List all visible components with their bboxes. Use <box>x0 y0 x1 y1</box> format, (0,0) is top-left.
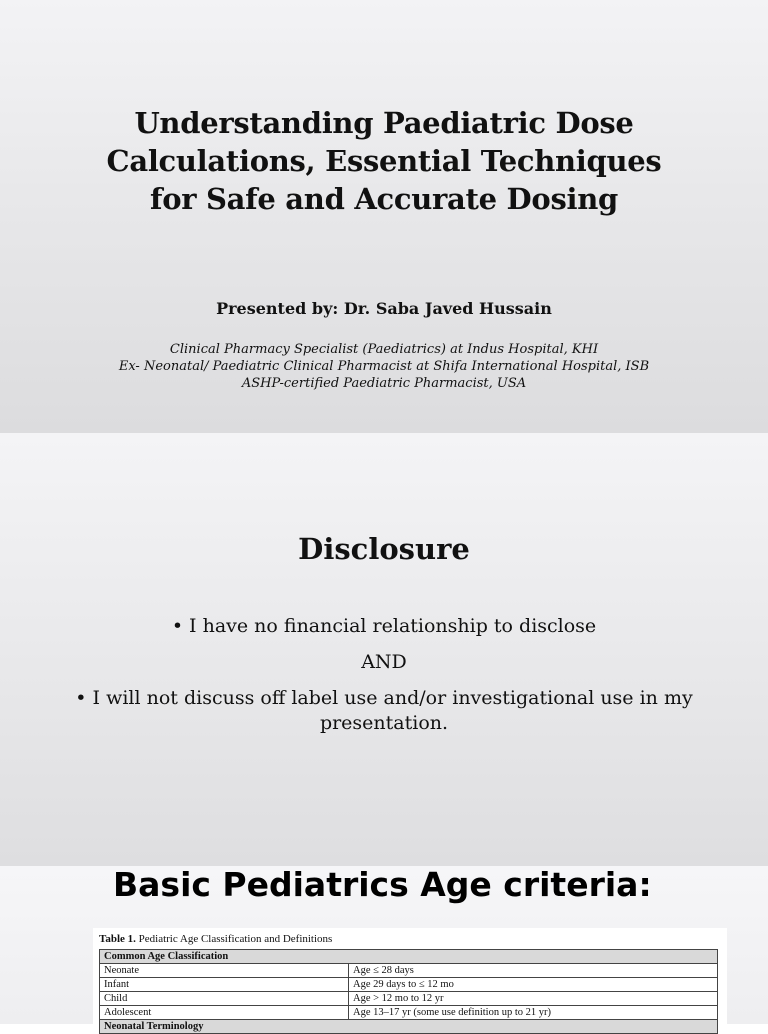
title-line: for Safe and Accurate Dosing <box>150 182 618 216</box>
table-section-row <box>100 950 718 964</box>
table-cell-term: Infant <box>100 978 349 992</box>
disclosure-bullet: • I have no financial relationship to disclose <box>171 615 597 637</box>
title-slide <box>0 0 768 433</box>
table-section-row <box>100 1020 718 1034</box>
presentation-title <box>60 104 708 218</box>
table-cell-definition: Age ≤ 28 days <box>349 964 718 978</box>
disclosure-title: Disclosure <box>298 532 470 566</box>
table-cell-term: Child <box>100 992 349 1006</box>
disclosure-and: AND <box>361 651 407 673</box>
age-criteria-title: Basic Pediatrics Age criteria: <box>113 865 652 904</box>
age-classification-table <box>99 949 718 1034</box>
table-section-header: Common Age Classification <box>100 950 718 964</box>
credential-line: ASHP-certified Paediatric Pharmacist, USA <box>241 376 527 391</box>
disclosure-bullet: • I will not discuss off label use and/or investigational use in my presentation. <box>75 687 693 734</box>
table-cell-definition: Age 13–17 yr (some use definition up to 21 yr) <box>349 1006 718 1020</box>
presenter-name: Presented by: Dr. Saba Javed Hussain <box>216 299 552 318</box>
table-row <box>100 992 718 1006</box>
credential-line: Clinical Pharmacy Specialist (Paediatrics) at Indus Hospital, KHI <box>169 342 599 357</box>
age-criteria-slide <box>0 865 768 1032</box>
age-classification-table-image <box>93 928 727 1032</box>
title-line: Understanding Paediatric Dose <box>134 106 634 140</box>
disclosure-slide <box>0 433 768 866</box>
table-cell-definition: Age 29 days to ≤ 12 mo <box>349 978 718 992</box>
table-section-header: Neonatal Terminology <box>100 1020 718 1034</box>
table-row <box>100 1006 718 1020</box>
table-cell-definition: Age > 12 mo to 12 yr <box>349 992 718 1006</box>
title-line: Calculations, Essential Techniques <box>106 144 662 178</box>
presenter-credentials <box>40 341 728 392</box>
table-caption-text: Pediatric Age Classification and Definitions <box>135 933 333 945</box>
table-caption-label: Table 1. <box>99 933 136 945</box>
disclosure-body <box>60 614 708 736</box>
table-row <box>100 978 718 992</box>
credential-line: Ex- Neonatal/ Paediatric Clinical Pharmacist at Shifa International Hospital, ISB <box>118 359 650 374</box>
table-cell-term: Adolescent <box>100 1006 349 1020</box>
table-caption <box>93 928 727 946</box>
table-cell-term: Neonate <box>100 964 349 978</box>
table-row <box>100 964 718 978</box>
